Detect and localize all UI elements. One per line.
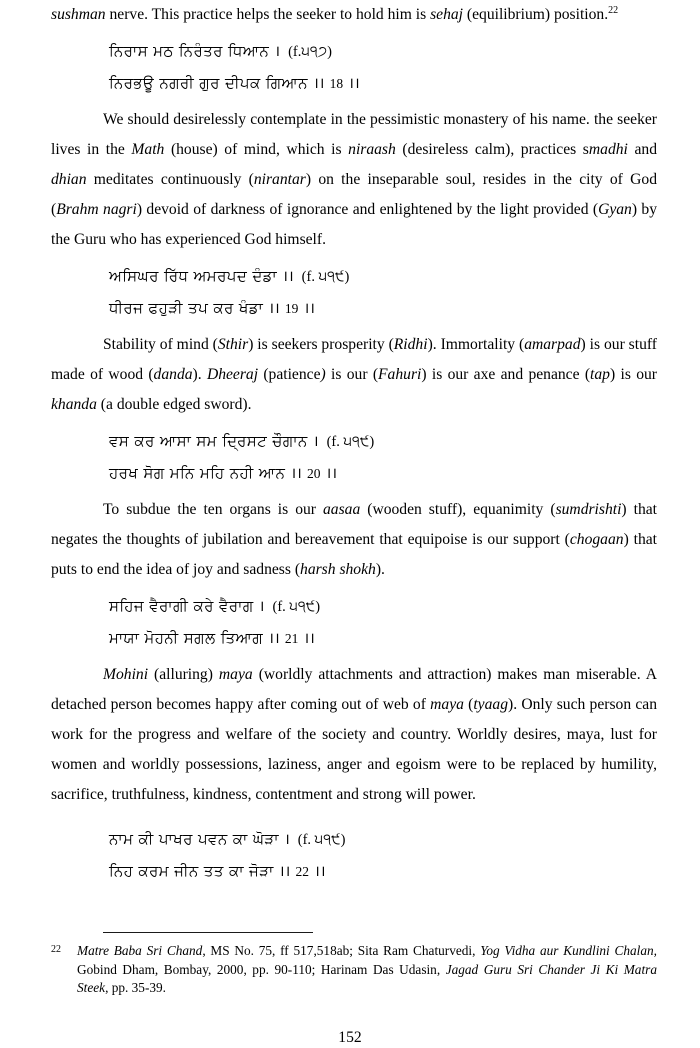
text-run: Gobind Dham, Bombay, 2000, pp. 90-110; Harinam Das Udasin, <box>77 961 446 977</box>
footnote-entry <box>51 942 657 998</box>
paragraph-body <box>51 105 657 255</box>
italic-term: Fahuri <box>378 366 422 383</box>
italic-term: Dheeraj <box>206 366 259 383</box>
italic-term: khanda <box>51 396 97 413</box>
italic-term: amarpad <box>524 336 581 353</box>
footnote-text <box>77 942 657 998</box>
paragraph-continued <box>51 0 657 30</box>
verse-line <box>109 36 657 68</box>
italic-term: Gyan <box>598 201 632 218</box>
gurmukhi-text: ਨਾਮ ਕੀ ਪਾਖਰ ਪਵਨ ਕਾ ਘੋੜਾ <box>109 830 279 848</box>
gurmukhi-text: ਵਸ ਕਰ ਆਸਾ ਸਮ ਦ੍ਰਿਸਟ ਚੌਗਾਨ <box>109 432 308 450</box>
danda-separator: ।। <box>303 629 315 647</box>
verse-line <box>109 426 657 458</box>
verse-block-18 <box>51 36 657 99</box>
text-run: ) on the inseparable soul, resides in the city of God ( <box>51 171 657 218</box>
text-run: (alluring) <box>148 666 219 683</box>
text-run: ). <box>192 366 207 383</box>
gurmukhi-text: ਨਿਹ ਕਰਮ ਜੀਨ ਤਤ ਕਾ ਜੋੜਾ <box>109 862 274 880</box>
italic-term: Brahm nagri <box>56 201 137 218</box>
text-run: (equilibrium) position. <box>463 6 609 23</box>
danda-separator: ।। <box>348 74 360 92</box>
verse-block-22 <box>51 824 657 887</box>
gurmukhi-text: ਅਸਿਘਰ ਰਿੱਧ ਅਮਰਪਦ ਦੰਡਾ <box>109 267 278 285</box>
gurmukhi-text: ਨਿਰਭਊ ਨਗਰੀ ਗੁਰ ਦੀਪਕ ਗਿਆਨ <box>109 74 308 92</box>
verse-line <box>109 458 657 489</box>
italic-term: nirantar <box>253 171 306 188</box>
verse-number: 21 <box>284 631 299 646</box>
folio-reference: (f. ੫੧੯) <box>326 434 375 450</box>
text-run: (wooden stuff), equanimity ( <box>360 501 556 518</box>
italic-term: chogaan <box>569 531 624 548</box>
danda-separator: ।। <box>268 299 280 317</box>
gurmukhi-text: ਹਰਖ ਸੋਗ ਮਨਿ ਮਹਿ ਨਹੀ ਆਨ <box>109 464 286 482</box>
text-run: To subdue the ten organs is our <box>103 501 323 518</box>
footnote-separator-rule <box>103 932 313 933</box>
danda-separator: । <box>284 830 290 848</box>
folio-reference: (f. ੫੧੯) <box>272 599 321 615</box>
italic-term: Math <box>131 141 165 158</box>
text-run: (a double edged sword). <box>96 396 252 413</box>
text-run: meditates continuously ( <box>86 171 254 188</box>
gurmukhi-text: ਮਾਯਾ ਮੋਹਨੀ ਸਗਲ ਤਿਆਗ <box>109 629 264 647</box>
danda-separator: ।। <box>278 862 291 880</box>
italic-term: niraash <box>348 141 396 158</box>
text-run: ) that puts to end the idea of joy and sadness ( <box>51 531 657 578</box>
text-run: ) is our stuff made of wood ( <box>51 336 657 383</box>
paragraph-body <box>51 495 657 585</box>
text-run: We should desirelessly contemplate in the pessimistic monastery of his name. the seeker lives in the <box>51 111 657 158</box>
italic-term: sumdrishti <box>555 501 622 518</box>
text-run: , pp. 35-39. <box>105 980 167 995</box>
footnote-area <box>51 932 657 998</box>
danda-separator: ।। <box>325 464 338 482</box>
italic-title: Matre Baba Sri Chand <box>77 943 203 958</box>
text-run: ) devoid of darkness of ignorance and enlightened by the light provided ( <box>136 201 599 218</box>
italic-term: maya <box>218 666 253 683</box>
text-run: ) that negates the thoughts of jubilation and bereavement that equipoise is our support ( <box>51 501 657 548</box>
italic-term: Ridhi <box>393 336 428 353</box>
text-run: ( <box>463 696 474 713</box>
danda-separator: ।। <box>282 267 294 285</box>
italic-title: Yog Vidha aur Kundlini Chalan, <box>480 943 657 958</box>
text-run: (worldly attachments and attraction) makes man miserable. A detached person becomes happy after coming out of web of <box>51 666 657 713</box>
italic-term: sushman <box>51 6 106 23</box>
text-run: (patience <box>258 366 321 383</box>
text-run: and <box>627 141 657 158</box>
text-run: ) by the Guru who has experienced God himself. <box>51 201 658 248</box>
verse-block-21 <box>51 591 657 654</box>
danda-separator: ।। <box>303 299 315 317</box>
verse-line <box>109 856 657 887</box>
verse-number: 19 <box>284 301 299 316</box>
danda-separator: । <box>258 597 265 615</box>
italic-term: danda <box>153 366 193 383</box>
danda-separator: । <box>274 42 281 60</box>
text-run: (desireless calm), practices s <box>395 141 589 158</box>
text-run: (house) of mind, which is <box>164 141 349 158</box>
text-run: ). <box>375 561 385 578</box>
danda-separator: ।। <box>290 464 302 482</box>
spacer <box>51 810 657 824</box>
italic-term: madhi <box>588 141 628 158</box>
folio-reference: (f. ੫੧੯) <box>301 269 350 285</box>
footnote-marker: 22 <box>51 944 61 955</box>
italic-term: tyaag <box>473 696 508 713</box>
verse-line <box>109 824 657 856</box>
text-run: is our ( <box>325 366 379 383</box>
text-run: ) is our axe and penance ( <box>421 366 591 383</box>
verse-line <box>109 293 657 324</box>
folio-reference: (f.੫੧੭) <box>288 44 332 60</box>
footnote-reference: 22 <box>608 4 619 16</box>
italic-term: aasaa <box>322 501 361 518</box>
verse-block-19 <box>51 261 657 324</box>
paragraph-body <box>51 330 657 420</box>
danda-separator: । <box>312 432 319 450</box>
italic-term: ) <box>320 366 326 383</box>
italic-term: sehaj <box>430 6 464 23</box>
verse-line <box>109 591 657 623</box>
text-run: ). Immortality ( <box>427 336 525 353</box>
text-run: Stability of mind ( <box>103 336 218 353</box>
italic-term: Sthir <box>217 336 249 353</box>
verse-number: 22 <box>295 864 309 879</box>
verse-block-20 <box>51 426 657 489</box>
verse-line <box>109 68 657 99</box>
italic-term: dhian <box>51 171 87 188</box>
danda-separator: ।। <box>314 862 326 880</box>
gurmukhi-text: ਧੀਰਜ ਫਹੁੜੀ ਤਪ ਕਰ ਖੰਡਾ <box>109 299 264 317</box>
verse-number: 18 <box>329 76 344 91</box>
italic-term: tap <box>590 366 610 383</box>
paragraph-body <box>51 660 657 810</box>
text-run: ) is our <box>609 366 657 383</box>
page-number: 152 <box>338 1029 362 1046</box>
danda-separator: ।। <box>268 629 280 647</box>
italic-term: Mohini <box>103 666 149 683</box>
text-run: , MS No. 75, ff 517,518ab; Sita Ram Chaturvedi, <box>202 943 481 958</box>
italic-title: Jagad Guru Sri Chander Ji Ki Matra Steek <box>77 961 657 995</box>
verse-line <box>109 261 657 293</box>
folio-reference: (f. ੫੧੯) <box>297 832 346 848</box>
italic-term: harsh shokh <box>300 561 376 578</box>
text-run: nerve. This practice helps the seeker to hold him is <box>105 6 431 23</box>
danda-separator: ।। <box>313 74 325 92</box>
verse-number: 20 <box>307 466 321 481</box>
gurmukhi-text: ਸਹਿਜ ਵੈਰਾਗੀ ਕਰੇ ਵੈਰਾਗ <box>109 597 254 615</box>
text-run: ). Only such person can work for the progress and welfare of the society and country. Worldly desires, maya, lust for women and worldly possessions, laziness, anger and egoism were to be replaced by humility, sacrifice, truthfulness, kindness, contentment and strong will power. <box>51 696 657 803</box>
gurmukhi-text: ਨਿਰਾਸ ਮਠ ਨਿਰੰਤਰ ਧਿਆਨ <box>109 42 270 60</box>
italic-term: maya <box>430 696 464 713</box>
verse-line <box>109 623 657 654</box>
text-run: ) is seekers prosperity ( <box>248 336 394 353</box>
